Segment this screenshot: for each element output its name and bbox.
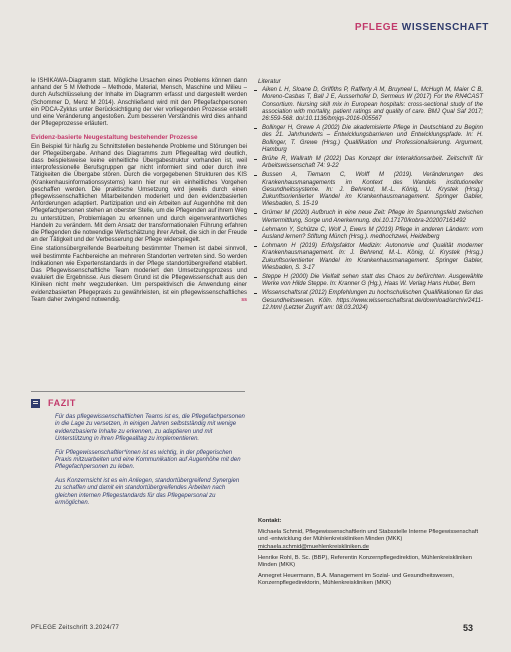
section-divider: [31, 391, 245, 392]
fazit-title: FAZIT: [48, 398, 76, 408]
body-paragraph-1: Ein Beispiel für häufig zu Schnittstellen bestehende Probleme und Störungen bei der Pflegeübergabe. Anhand des Diagramms zum Pflegealltag wird deutlich, dass beispielsweise keine einheitliche Übergabestruktur vorhanden ist, weil interprofessionelle Berufsgruppen gar nicht informiert sind oder durch ihre Tätigkeiten die Übergabe stören. Durch die vorgegebenen Strukturen des KIS (Krankenhausinformationssystems) kann hier nur ein einheitliches Vorgehen geschaffen werden. Die praktische Umsetzung wird jeweils durch einen pflegewissenschaftlichen Mitarbeitenden moderiert und den evidenzbasierten Anforderungen adaptiert. Partizipation und ein Arbeiten auf Augenhöhe mit den Pflegefachpersonen stehen an oberster Stelle, um die Pflegenden auf ihrem Weg zu unterstützen, Problemlagen zu erkennen und durch eigenverantwortliches Handeln zu verändern. Mit dem Ansatz der transformationalen Führung erfahren die Pflegenden die notwendige Wertschätzung ihrer Arbeit, die sich in der Freude an der Tätigkeit und der Verbesserung der Pflege widerspiegelt.: [31, 143, 247, 244]
contact-person-2: Henrike Rohl, B. Sc. (BBP), Referentin Konzernpflegedirektion, Mühlenkreiskliniken Minden (MKK): [258, 554, 472, 569]
contact-person-1: [258, 529, 483, 551]
page-footer: [31, 625, 473, 637]
literature-title: Literatur: [258, 78, 281, 85]
end-mark: ss: [241, 296, 247, 303]
fazit-box: [31, 398, 247, 513]
list-icon: [31, 399, 40, 408]
intro-paragraph: le ISHIKAWA-Diagramm statt. Mögliche Ursachen eines Problems können dann anhand der 5 M Methode – Methode, Material, Mensch, Maschine und Milieu – durch Aufschlüsselung der Inhalte im Diagramm erfasst und dargestellt werden (Schommer D, Menz M 2014). Anschließend wird mit den Pflegefachpersonen ein PDCA-Zyklus unter Berücksichtigung der vier vorliegenden Prozesse erstellt und eine Veränderung angestoßen. Zum besseren Verständnis wird dies anhand der Pflegeprozesse erläutert.: [31, 78, 247, 128]
contact-heading: Kontakt:: [258, 518, 282, 524]
header-title: [355, 22, 489, 33]
literature-entry: Grümer M (2020) Aufbruch in eine neue Zeit: Pflege im Spannungsfeld zwischen Wertermittlung, Sorge und Anerkennung. doi.10.17170/kobra-202007161492: [258, 210, 483, 224]
fazit-header: [31, 398, 247, 408]
literature-column: [258, 78, 483, 314]
contact-box: [258, 518, 483, 592]
title-main: PFLEGE: [354, 22, 402, 33]
fazit-item: Für Pflegewissenschaftler*innen ist es wichtig, in der pflegerischen Praxis mitzuarbeiten und eine Kommunikation auf Augenhöhe mit den Pflegefachpersonen zu leben.: [55, 449, 241, 471]
literature-entry: Lohmann H (2019) Erfolgsfaktor Medizin: Autonomie und Qualität moderner Krankenhausmanagement. In: J. Behrend, M.-L. König, U. Krystek (Hrsg.) Zukunftsorientierter Wandel im Krankenhausmanagement. Springer Gabler, Wiesbaden, S. 3-17: [258, 243, 483, 272]
literature-entry: Brühe R, Wallrath M (2022) Das Konzept der Interaktionsarbeit. Zeitschrift für Arbeitswissenschaft 74: 9-22: [258, 156, 483, 170]
literature-entry: Steppe H (2000) Die Vielfalt sehen statt das Chaos zu befürchten. Ausgewählte Werke von Hilde Steppe. In: Kranner G (Hg.), Haas W. Verlag Hans Huber, Bern: [258, 274, 483, 288]
section-heading: Evidenz-basierte Neugestaltung bestehender Prozesse: [31, 134, 198, 142]
literature-entry: Bussen A, Tiemann C, Wolff M (2019). Veränderungen des Krankenhausmanagements im Kontext des Wandels institutioneller Gesundheitssysteme. In: J. Behrend, M.-L. König, U. Krystek (Hrsg.) Zukunftsorientierter Wandel im Krankenhausmanagement. Springer Gabler, Wiesbaden, S. 15-19: [258, 172, 483, 208]
literature-entry: Aiken L H, Sloane D, Griffiths P, Rafferty A M, Bruyneel L, McHugh M, Maier C B, Moreno-Casbas T, Ball J E, Ausserhofer D, Sermeus W (2017) For the RN4CAST Consortium. Nursing skill mix in European hospitals: cross-sectional study of the association with mortality, patient ratings and quality of care. BMJ Qual Saf 2017; 26:559-568. doi:10.1136/bmjqs-2016-005567: [258, 87, 483, 123]
page-number: 53: [462, 623, 473, 633]
literature-entry: Lehmann Y, Schütze C, Wolf J, Ewers M (2019) Pflege in anderen Ländern: vom Ausland lernen? Stiftung Münch (Hrsg.). medhochzwei, Heidelberg: [258, 227, 483, 241]
literature-entry: Bollinger H, Grewe A (2002) Die akademisierte Pflege in Deutschland zu Beginn des 21. Jahrhunderts – Entwicklungsbarrieren und Entwicklungspfade. In: H. Bollinger, T. Grewe (Hrsg.) Qualifikation und Professionalisierung. Argument, Hamburg: [258, 125, 483, 154]
contact-person-3: Annegret Heuermann, B.A. Management im Sozial- und Gesundheitswesen, Konzernpflegedirektorin, Mühlenkreiskliniken (MKK): [258, 573, 454, 587]
body-paragraph-2-text: Eine stationsübergreifende Bearbeitung bestimmter Themen ist dabei sinnvoll, weil bestimmte Fachbereiche an mehreren Standorten vertreten sind. So werden Indikationen wie Expertenstandards in der Pflege standortübergreifend etabliert. Das Pflegewissenschaftliche Team moderiert den Umsetzungsprozess und evaluiert die Ergebnisse. Aus diesem Grund ist die Pflegewissenschaft aus den Kliniken nicht mehr wegzudenken. Um perspektivisch die Anwendung einer evidenzbasierten Pflegepraxis zu gewährleisten, ist ein pflegewissenschaftliches Team daher zwingend notwendig.: [31, 246, 247, 303]
literature-entry: Wissenschaftsrat (2012) Empfehlungen zu hochschulischen Qualifikationen für das Gesundheitswesen. Köln. https://www.wissenschaftsrat.de/download/archiv/2411-12.html (Letzter Zugriff am: 08.03.2024): [258, 290, 483, 312]
page-header: [0, 0, 511, 38]
contact-email-link[interactable]: michaela.schmid@muehlenkreiskliniken.de: [258, 543, 369, 550]
left-column: [31, 78, 247, 306]
footer-publication: PFLEGE Zeitschrift 3.2024/77: [31, 625, 120, 631]
contact-person-1-text: Michaela Schmid, Pflegewissenschaftlerin und Stabsstelle Interne Pflegewissenschaft und -entwicklung der Mühlenkreiskliniken Minden (MKK): [258, 529, 479, 543]
fazit-item: Aus Konzernsicht ist es ein Anliegen, standortübergreifend Synergien zu schaffen und damit ein standortübergreifendes Arbeiten nach gleichen internen Pflegestandards für das Pflegepersonal zu ermöglichen.: [55, 477, 240, 507]
fazit-item: Für das pflegewissenschaftlichen Teams ist es, die Pflegefachpersonen in die Lage zu versetzen, in einigen Jahren selbstständig mit wenige evidenzbasierte Inhalte zu erkennen, zu adaptieren und mit Unterstützung in ihren Pflegealltag zu implementieren.: [55, 414, 245, 443]
fazit-body: [31, 414, 247, 507]
body-paragraph-2: [31, 246, 247, 304]
title-sub: WISSENSCHAFT: [401, 22, 489, 33]
